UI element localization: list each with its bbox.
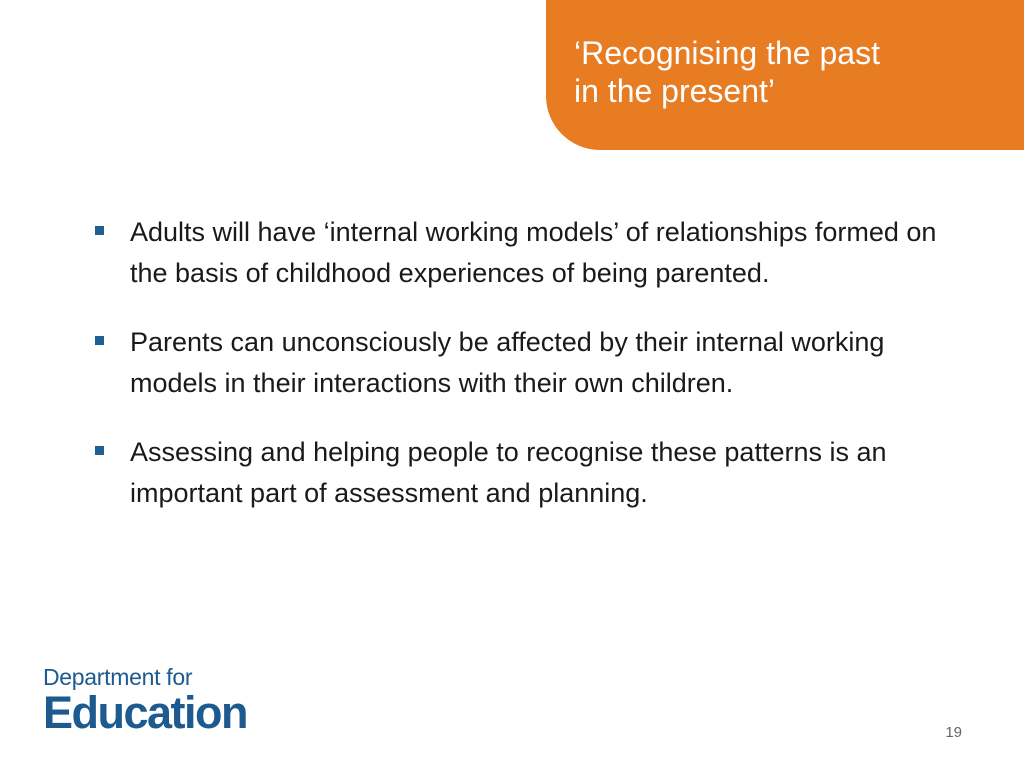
square-bullet-icon <box>95 446 104 455</box>
bullet-text: Adults will have ‘internal working models’ of relationships formed on the basis of childhood experiences of being parented. <box>130 217 937 288</box>
slide-title: ‘Recognising the past in the present’ <box>574 35 880 109</box>
page-number: 19 <box>945 724 962 741</box>
logo-line-department-for: Department for <box>43 664 193 690</box>
bullet-item <box>90 322 950 404</box>
bullet-item <box>90 212 950 294</box>
slide-content <box>90 212 950 542</box>
bullet-list <box>90 212 950 514</box>
square-bullet-icon <box>95 336 104 345</box>
logo-line-education: Education <box>43 687 248 738</box>
square-bullet-icon <box>95 226 104 235</box>
bullet-item <box>90 432 950 514</box>
bullet-text: Parents can unconsciously be affected by their internal working models in their interactions with their own children. <box>130 327 885 398</box>
title-banner <box>546 0 1024 150</box>
bullet-text: Assessing and helping people to recognise these patterns is an important part of assessment and planning. <box>130 437 887 508</box>
department-for-education-logo <box>43 664 283 738</box>
